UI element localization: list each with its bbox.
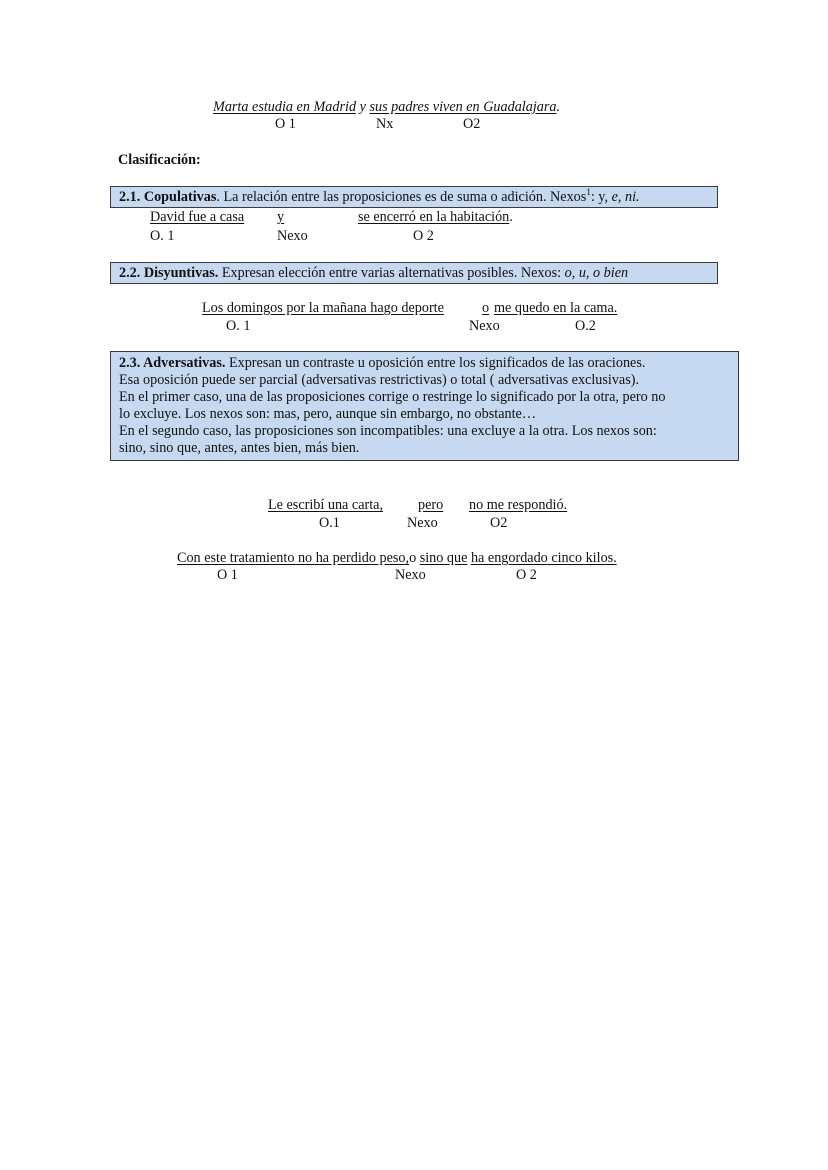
adversativas-line6: sino, sino que, antes, antes bien, más bien. (119, 440, 360, 456)
example1-label-o2: O2 (463, 116, 481, 132)
copulativas-ex-clause2-wrap: se encerró en la habitación. (358, 209, 513, 225)
adversativas-line5: En el segundo caso, las proposiciones son incompatibles: una excluye a la otra. Los nexos son: (119, 423, 657, 439)
adv2-clause1: Con este tratamiento no ha perdido peso, (177, 550, 410, 566)
adversativas-line1: 2.3. Adversativas. Expresan un contraste u oposición entre los significados de las oraciones. (119, 355, 646, 371)
adv1-label-o2: O2 (490, 515, 508, 531)
adv1-clause1: Le escribí una carta, (268, 497, 384, 513)
adv1-label-nexo: Nexo (407, 515, 438, 531)
example1-sentence: Marta estudia en Madrid y sus padres viven en Guadalajara. (213, 99, 561, 115)
disyuntivas-text: Expresan elección entre varias alternativas posibles. Nexos: (218, 265, 565, 281)
copulativas-box: 2.1. Copulativas. La relación entre las proposiciones es de suma o adición. Nexos$^1$: y, e, ni. (110, 186, 718, 208)
adv1-label-o1: O.1 (319, 515, 340, 531)
copulativas-label-o2: O 2 (413, 228, 434, 244)
copulativas-title: 2.1. Copulativas (119, 189, 217, 205)
example1-connector: y (359, 99, 366, 115)
disyuntivas-label-o2: O.2 (575, 318, 596, 334)
disyuntivas-ex-connector: o (482, 300, 490, 316)
adv2-joiner: o (409, 550, 417, 566)
example1-label-nx: Nx (376, 116, 394, 132)
example1-clause2: sus padres viven en Guadalajara (369, 99, 557, 115)
adv2-label-o1: O 1 (217, 567, 238, 583)
adversativas-title: 2.3. Adversativas. (119, 355, 226, 371)
copulativas-nexos: e, ni. (611, 189, 640, 205)
adv2-label-o2: O 2 (516, 567, 537, 583)
copulativas-label-o1: O. 1 (150, 228, 175, 244)
adversativas-line3: En el primer caso, una de las proposiciones corrige o restringe lo significado por la otra, pero no (119, 389, 666, 405)
disyuntivas-ex-clause2: me quedo en la cama. (494, 300, 618, 316)
example1-label-o1: O 1 (275, 116, 296, 132)
adv2-connector: sino que (419, 550, 468, 566)
adversativas-box (110, 351, 739, 461)
copulativas-ex-clause1: David fue a casa (150, 209, 245, 225)
copulativas-text: . La relación entre las proposiciones es de suma o adición. Nexos (216, 189, 587, 205)
adversativas-line4: lo excluye. Los nexos son: mas, pero, aunque sin embargo, no obstante… (119, 406, 537, 422)
adv2-clause2: ha engordado cinco kilos. (470, 550, 617, 566)
footnote-marker: 1 (586, 187, 591, 197)
adv1-connector: pero (418, 497, 444, 513)
copulativas-label-nexo: Nexo (277, 228, 308, 244)
classification-heading: Clasificación: (118, 152, 201, 168)
disyuntivas-box (110, 262, 718, 284)
disyuntivas-ex-clause1: Los domingos por la mañana hago deporte (202, 300, 444, 316)
adversativas-line2: Esa oposición puede ser parcial (adversativas restrictivas) o total ( adversativas exclusivas). (119, 372, 640, 388)
example1-clause1: Marta estudia en Madrid (213, 99, 357, 115)
adv1-clause2: no me respondió. (469, 497, 568, 513)
disyuntivas-label-o1: O. 1 (226, 318, 251, 334)
adv2-sentence (177, 550, 617, 567)
disyuntivas-title: 2.2. Disyuntivas. (119, 265, 219, 281)
adv2-label-nexo: Nexo (395, 567, 426, 583)
copulativas-ex-connector: y (277, 209, 285, 225)
disyuntivas-nexos: o, u, o bien (564, 265, 629, 281)
disyuntivas-label-nexo: Nexo (469, 318, 500, 334)
copulativas-ex-clause2: se encerró en la habitación (358, 209, 510, 225)
